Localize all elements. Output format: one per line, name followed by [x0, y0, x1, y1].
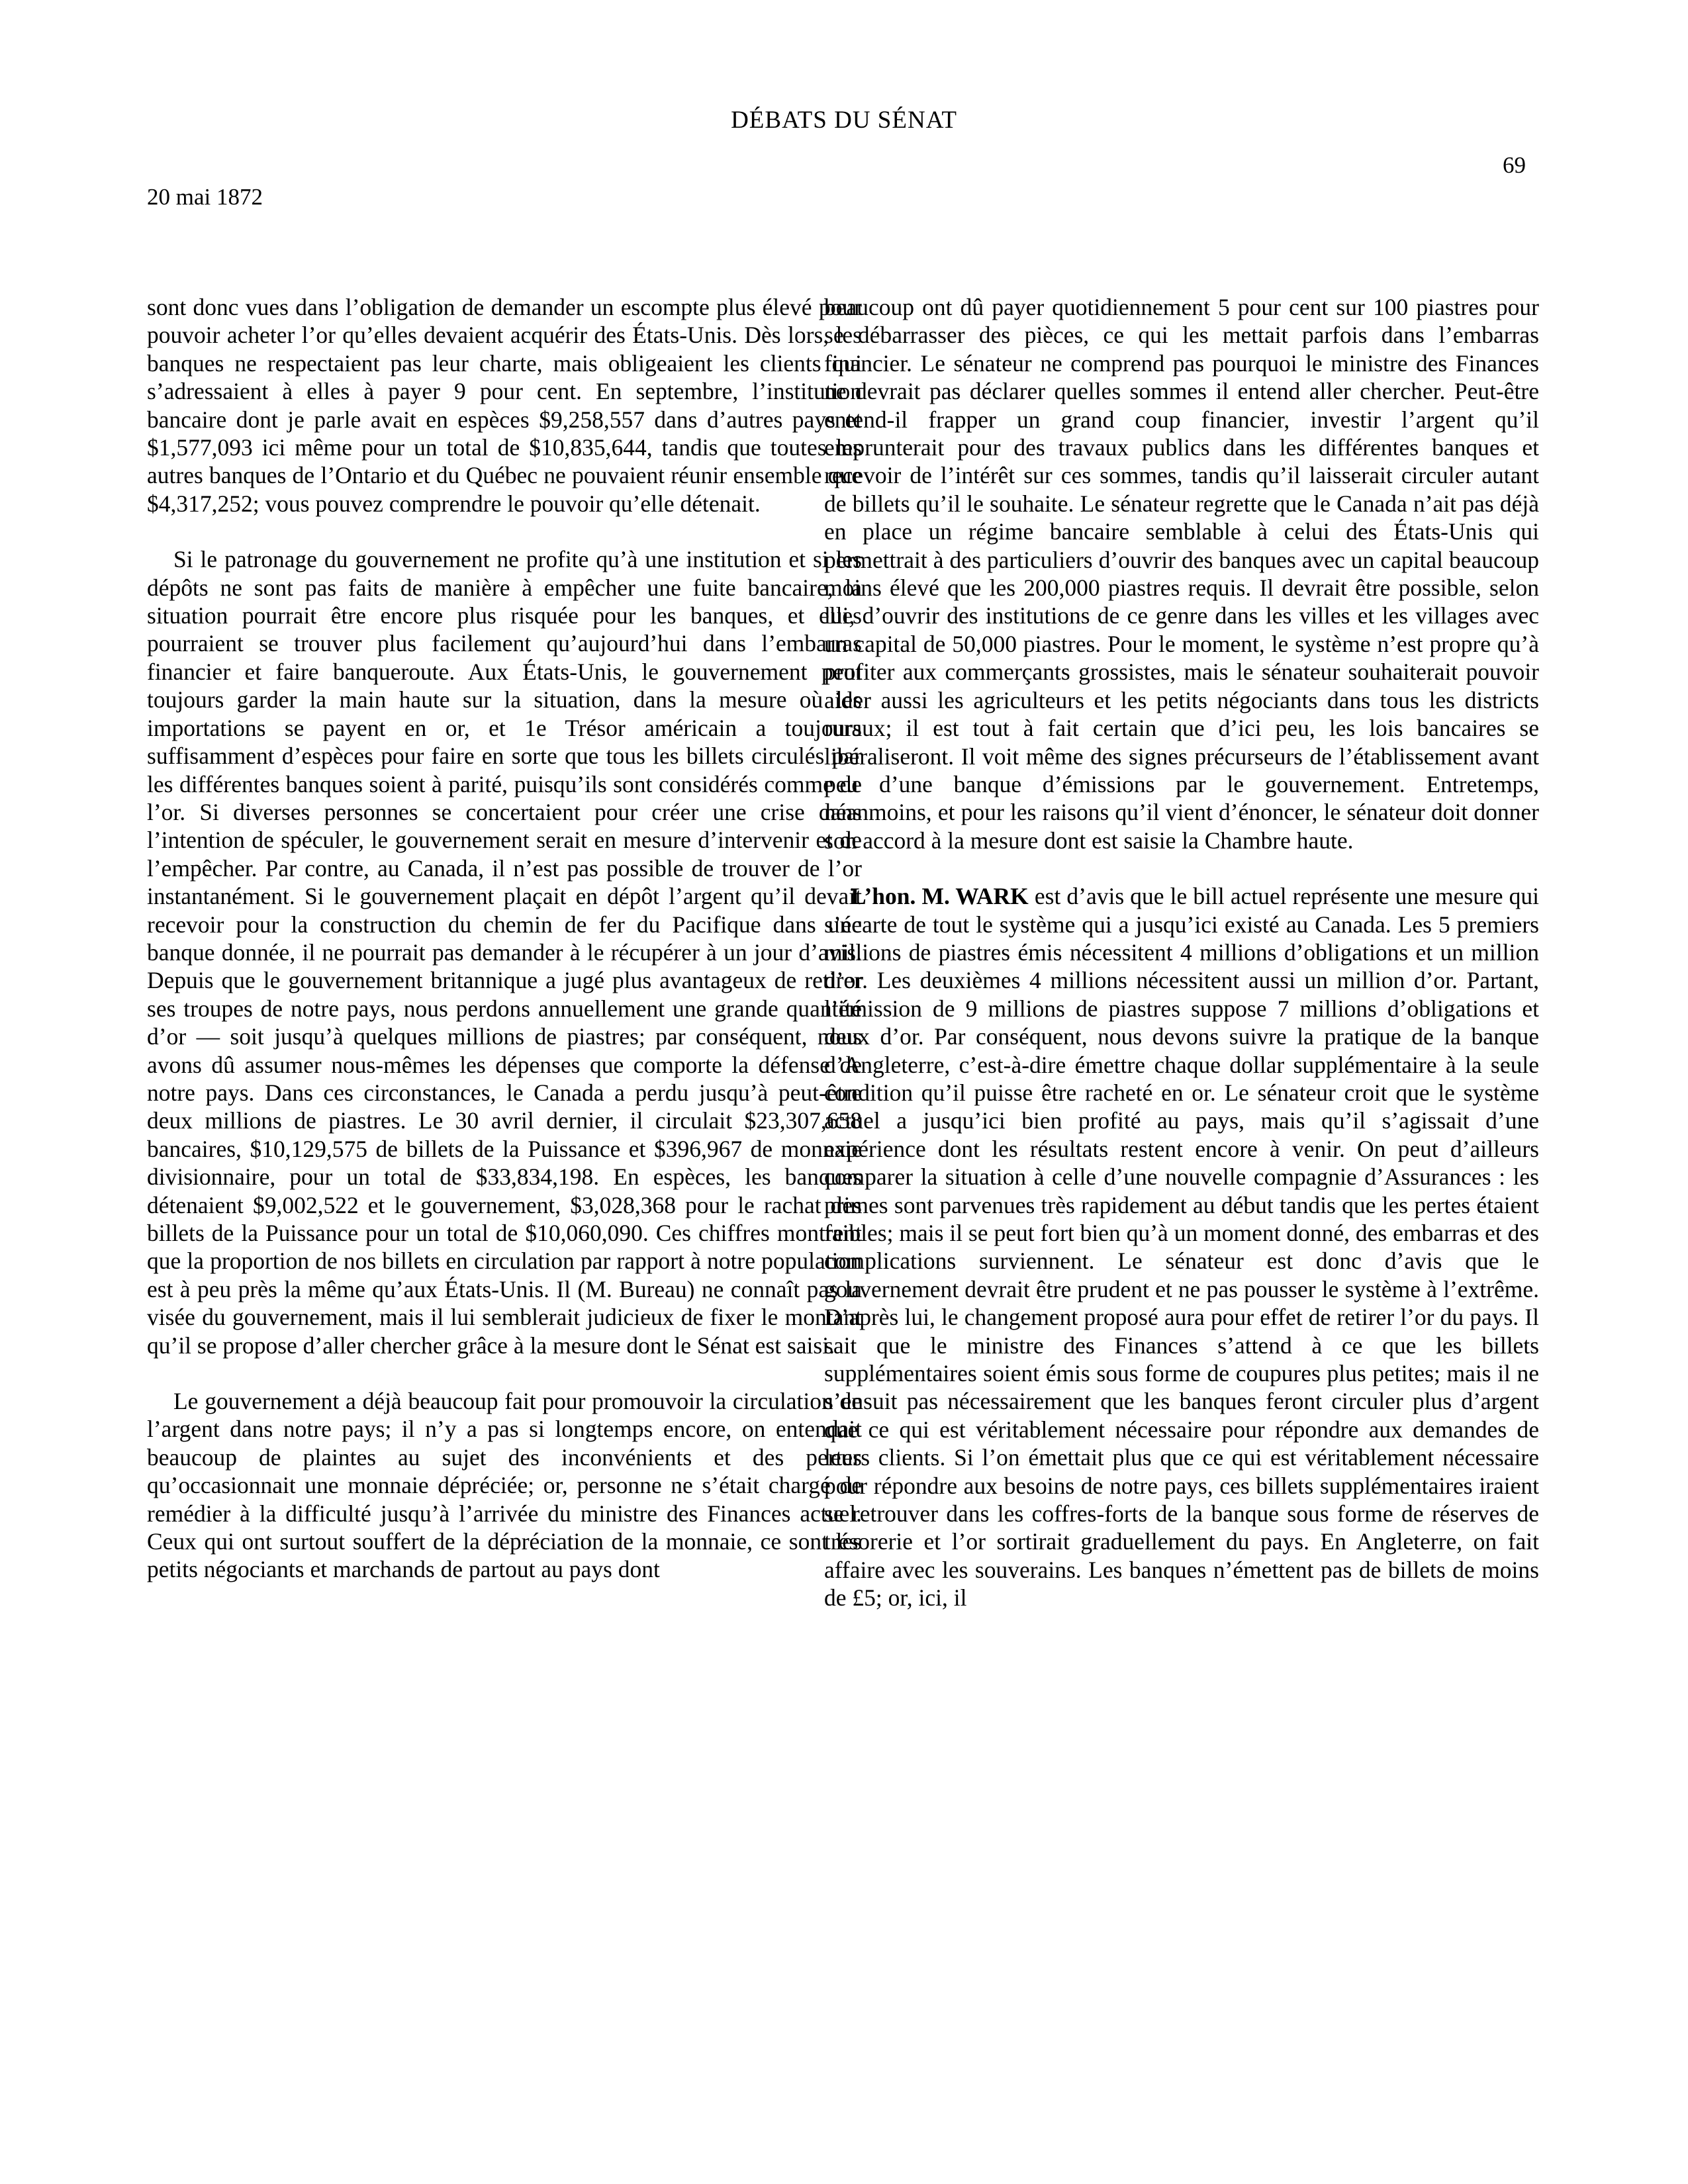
- paragraph: sont donc vues dans l’obligation de demander un escompte plus élevé pour pouvoir acheter l’or qu’elles devaient acquérir des États-Unis. Dès lors, les banques ne respectaient pas leur charte, mais obligeaient les clients qui s’adressaient à elles à payer 9 pour cent. En septembre, l’institution bancaire dont je parle avait en espèces $9,258,557 dans d’autres pays et $1,577,093 ici même pour un total de $10,835,644, tandis que toutes les autres banques de l’Ontario et du Québec ne pouvaient réunir ensemble que $4,317,252; vous pouvez comprendre le pouvoir qu’elle détenait.: [147, 294, 862, 517]
- speech-text: est d’avis que le bill actuel représente une mesure qui s’écarte de tout le système qui a jusqu’ici existé au Canada. Les 5 premiers millions de piastres émis nécessitent 4 millions d’obligations et un million d’or. Les deuxièmes 4 millions nécessitent aussi un million d’or. Partant, l’émission de 9 millions de piastres suppose 7 millions d’obligations et deux d’or. Par conséquent, nous devons suivre la pratique de la banque d’Angleterre, c’est-à-dire émettre chaque dollar supplémentaire à la seule condition qu’il puisse être racheté en or. Le sénateur croit que le système actuel a jusqu’ici bien profité au pays, mais qu’il s’agissait d’une expérience dont les résultats restent encore à venir. On peut d’ailleurs comparer la situation à celle d’une nouvelle compagnie d’Assurances : les primes sont parvenues très rapidement au début tandis que les pertes étaient faibles; mais il se peut fort bien qu’à un moment donné, des embarras et des complications surviennent. Le sénateur est donc d’avis que le gouvernement devrait être prudent et ne pas pousser le système à l’extrême. D’après lui, le changement proposé aura pour effet de retirer l’or du pays. Il sait que le ministre des Finances s’attend à ce que les billets supplémentaires soient émis sous forme de coupures plus petites; mais il ne s’ensuit pas nécessairement que les banques feront circuler plus d’argent que ce qui est véritablement nécessaire pour répondre aux demandes de leurs clients. Si l’on émettait plus que ce qui est véritablement nécessaire pour répondre aux besoins de notre pays, ces billets supplémentaires iraient se retrouver dans les coffres-forts de la banque sous forme de réserves de trésorerie et l’or sortirait graduellement du pays. En Angleterre, on fait affaire avec les souverains. Les banques n’émettent pas de billets de moins de £5; or, ici, il: [824, 883, 1539, 1612]
- paragraph: Le gouvernement a déjà beaucoup fait pour promouvoir la circulation de l’argent dans notre pays; il n’y a pas si longtemps encore, on entendait beaucoup de plaintes au sujet des inconvénients et des pertes qu’occasionnait une monnaie dépréciée; or, personne ne s’était chargé de remédier à la difficulté jusqu’à l’arrivée du ministre des Finances actuel. Ceux qui ont surtout souffert de la dépréciation de la monnaie, ce sont les petits négociants et marchands de partout au pays dont: [147, 1388, 862, 1583]
- paragraph: beaucoup ont dû payer quotidiennement 5 pour cent sur 100 piastres pour se débarrasser des pièces, ce qui les mettait parfois dans l’embarras financier. Le sénateur ne comprend pas pourquoi le ministre des Finances ne devrait pas déclarer quelles sommes il entend aller chercher. Peut-être entend-il frapper un grand coup financier, investir l’argent qu’il emprunterait pour des travaux publics dans les différentes banques et recevoir de l’intérêt sur ces sommes, tandis qu’il laisserait circuler autant de billets qu’il le souhaite. Le sénateur regrette que le Canada n’ait pas déjà en place un régime bancaire semblable à celui des États-Unis qui permettrait à des particuliers d’ouvrir des banques avec un capital beaucoup moins élevé que les 200,000 piastres requis. Il devrait être possible, selon lui, d’ouvrir des institutions de ce genre dans les villes et les villages avec un capital de 50,000 piastres. Pour le moment, le système n’est propre qu’à profiter aux commerçants grossistes, mais le sénateur souhaiterait pouvoir aider aussi les agriculteurs et les petits négociants dans tous les districts ruraux; il est tout à fait certain que d’ici peu, les lois bancaires se libéraliseront. Il voit même des signes précurseurs de l’établissement avant peu d’une banque d’émissions par le gouvernement. Entretemps, néanmoins, et pour les raisons qu’il vient d’énoncer, le sénateur doit donner son accord à la mesure dont est saisie la Chambre haute.: [824, 294, 1539, 854]
- page-number: 69: [1503, 152, 1526, 178]
- right-column: [824, 293, 1539, 1640]
- paragraph: Si le patronage du gouvernement ne profite qu’à une institution et si les dépôts ne sont pas faits de manière à empêcher une fuite bancaire, la situation pourrait être encore plus risquée pour les banques, et elles pourraient se trouver plus facilement qu’aujourd’hui dans l’embarras financier et faire banqueroute. Aux États-Unis, le gouvernement peut toujours garder la main haute sur la situation, dans la mesure où les importations se payent en or, et 1e Trésor américain a toujours suffisamment d’espèces pour faire en sorte que tous les billets circulés par les différentes banques soient à parité, puisqu’ils sont considérés comme de l’or. Si diverses personnes se concertaient pour créer une crise dans l’intention de spéculer, le gouvernement serait en mesure d’intervenir et de l’empêcher. Par contre, au Canada, il n’est pas possible de trouver de l’or instantanément. Si le gouvernement plaçait en dépôt l’argent qu’il devait recevoir pour la construction du chemin de fer du Pacifique dans une banque donnée, il ne pourrait pas demander à le récupérer à un jour d’avis. Depuis que le gouvernement britannique a jugé plus avantageux de retirer ses troupes de notre pays, nous perdons annuellement une grande quantité d’or — soit jusqu’à quelques millions de piastres; par conséquent, nous avons dû assumer nous-mêmes les dépenses que comporte la défense de notre pays. Dans ces circonstances, le Canada a perdu jusqu’à peut-être deux millions de piastres. Le 30 avril dernier, il circulait $23,307,658 bancaires, $10,129,575 de billets de la Puissance et $396,967 de monnaie divisionnaire, pour un total de $33,834,198. En espèces, les banques détenaient $9,002,522 et le gouvernement, $3,028,368 pour le rachat des billets de la Puissance pour un total de $10,060,090. Ces chiffres montrent que la proportion de nos billets en circulation par rapport à notre population est à peu près la même qu’aux États-Unis. Il (M. Bureau) ne connaît pas la visée du gouvernement, mais il lui semblerait judicieux de fixer le montant qu’il se propose d’aller chercher grâce à la mesure dont le Sénat est saisi.: [147, 546, 862, 1359]
- left-column: [147, 293, 862, 1612]
- running-title: DÉBATS DU SÉNAT: [731, 107, 957, 134]
- speaker-name: L’hon. M. WARK: [851, 883, 1029, 910]
- sitting-date: 20 mai 1872: [147, 184, 263, 210]
- speech-paragraph: [824, 882, 1539, 1612]
